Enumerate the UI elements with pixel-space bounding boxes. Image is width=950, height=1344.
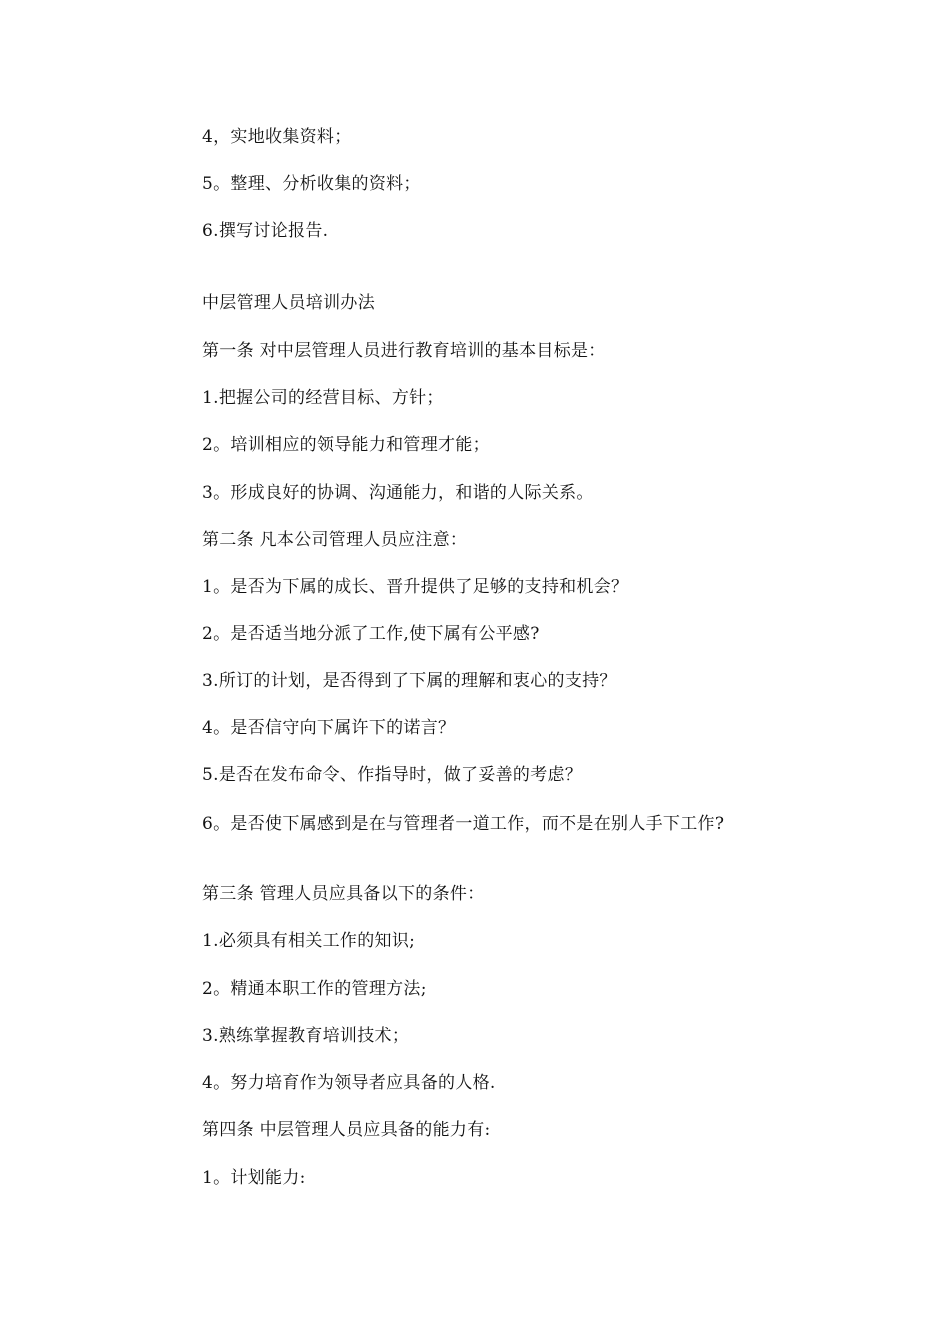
list-item: 4，实地收集资料； — [202, 127, 352, 147]
section-title: 中层管理人员培训办法 — [202, 293, 375, 313]
list-item: 3.所订的计划，是否得到了下属的理解和衷心的支持？ — [202, 671, 617, 691]
list-item: 2。是否适当地分派了工作,使下属有公平感? — [202, 624, 540, 644]
article-heading: 第三条 管理人员应具备以下的条件： — [202, 884, 485, 904]
list-item: 1。是否为下属的成长、晋升提供了足够的支持和机会？ — [202, 577, 629, 597]
list-item: 3。形成良好的协调、沟通能力，和谐的人际关系。 — [202, 483, 594, 503]
list-item: 6。是否使下属感到是在与管理者一道工作，而不是在别人手下工作? — [202, 814, 725, 834]
list-item: 5.是否在发布命令、作指导时，做了妥善的考虑？ — [202, 765, 583, 785]
list-item: 6.撰写讨论报告. — [202, 221, 329, 241]
article-heading: 第四条 中层管理人员应具备的能力有: — [202, 1120, 491, 1140]
list-item: 3.熟练掌握教育培训技术； — [202, 1026, 410, 1046]
list-item: 1.必须具有相关工作的知识; — [202, 931, 416, 951]
list-item: 2。精通本职工作的管理方法; — [202, 979, 427, 999]
list-item: 1.把握公司的经营目标、方针； — [202, 388, 444, 408]
article-heading: 第一条 对中层管理人员进行教育培训的基本目标是： — [202, 341, 606, 361]
article-heading: 第二条 凡本公司管理人员应注意： — [202, 530, 468, 550]
list-item: 4。是否信守向下属许下的诺言？ — [202, 718, 456, 738]
list-item: 2。培训相应的领导能力和管理才能； — [202, 435, 490, 455]
list-item: 1。计划能力: — [202, 1168, 306, 1188]
list-item: 4。努力培育作为领导者应具备的人格. — [202, 1073, 496, 1093]
list-item: 5。整理、分析收集的资料； — [202, 174, 421, 194]
